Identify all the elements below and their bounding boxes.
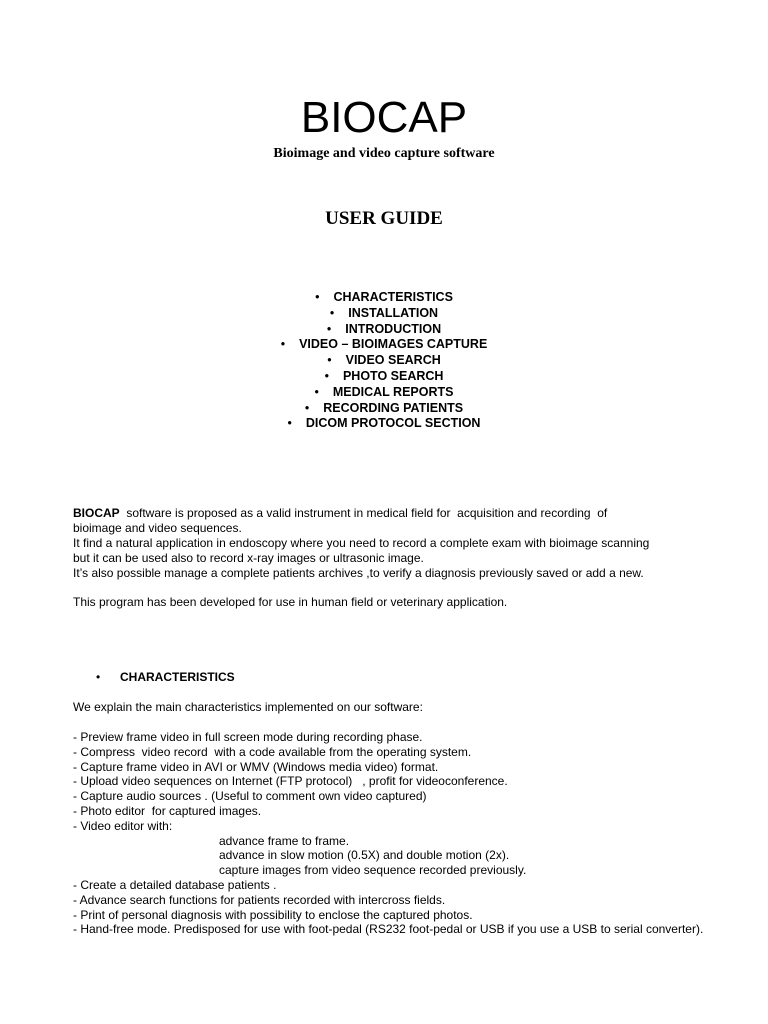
toc-item — [0, 337, 768, 353]
section-lead: We explain the main characteristics implemented on our software: — [73, 700, 423, 714]
toc-item — [0, 306, 768, 322]
usage-note: This program has been developed for use in human field or veterinary application. — [73, 595, 508, 609]
list-item: - Print of personal diagnosis with possibility to enclose the captured photos. — [73, 907, 473, 922]
toc-item — [0, 322, 768, 338]
intro-line: It’s also possible manage a complete patients archives ,to verify a diagnosis previously saved or add a new. — [73, 566, 644, 580]
doc-title: BIOCAP — [300, 93, 468, 142]
intro-line: It find a natural application in endoscopy where you need to record a complete exam with bioimage scanning — [73, 536, 650, 550]
intro-line: but it can be used also to record x-ray images or ultrasonic image. — [73, 551, 424, 565]
intro-paragraph — [73, 506, 713, 581]
intro-line: bioimage and video sequences. — [73, 521, 242, 535]
bullet-icon: • — [314, 384, 319, 399]
sub-list-item: capture images from video sequence recorded previously. — [219, 863, 527, 878]
toc-item — [0, 369, 768, 385]
sub-list-item: advance in slow motion (0.5X) and double motion (2x). — [219, 848, 510, 863]
table-of-contents — [0, 290, 768, 432]
toc-item-label: RECORDING PATIENTS — [323, 400, 464, 415]
bullet-icon: • — [326, 321, 332, 336]
intro-text: software is proposed as a valid instrument in medical field for acquisition and recording of — [119, 506, 608, 520]
toc-item-label: MEDICAL REPORTS — [332, 384, 454, 399]
toc-item-label: VIDEO SEARCH — [345, 353, 441, 368]
bullet-icon: • — [315, 290, 320, 304]
brand-name: BIOCAP — [73, 506, 120, 520]
toc-item-label: CHARACTERISTICS — [333, 290, 453, 304]
toc-item-label: PHOTO SEARCH — [342, 368, 444, 383]
bullet-icon: • — [96, 670, 101, 684]
toc-item-label: VIDEO – BIOIMAGES CAPTURE — [299, 337, 488, 352]
list-item: - Hand-free mode. Predisposed for use with foot-pedal (RS232 foot-pedal or USB if you use a USB to serial converter). — [73, 922, 704, 937]
list-item: - Compress video record with a code available from the operating system. — [73, 744, 472, 759]
section-heading-label: CHARACTERISTICS — [120, 670, 235, 684]
toc-item-label: INTRODUCTION — [345, 321, 442, 336]
bullet-icon: • — [324, 368, 329, 383]
bullet-icon: • — [280, 337, 286, 352]
list-item: - Capture audio sources . (Useful to comment own video captured) — [73, 789, 427, 804]
toc-item — [0, 401, 768, 417]
list-item: - Upload video sequences on Internet (FTP protocol) , profit for videoconference. — [73, 774, 508, 789]
list-item: - Photo editor for captured images. — [73, 803, 262, 818]
toc-item-label: DICOM PROTOCOL SECTION — [305, 416, 481, 431]
intro-line — [73, 506, 713, 521]
characteristics-list — [73, 730, 713, 937]
list-item: - Create a detailed database patients . — [73, 877, 277, 892]
guide-title: USER GUIDE — [325, 208, 443, 229]
list-item: - Capture frame video in AVI or WMV (Windows media video) format. — [73, 759, 439, 774]
list-item: - Preview frame video in full screen mode during recording phase. — [73, 730, 423, 744]
list-item: - Advance search functions for patients recorded with intercross fields. — [73, 892, 446, 907]
bullet-icon: • — [329, 305, 335, 320]
toc-item — [0, 290, 768, 306]
toc-item-label: INSTALLATION — [348, 305, 439, 320]
list-item: - Video editor with: — [73, 818, 173, 833]
toc-item — [0, 385, 768, 401]
bullet-icon: • — [327, 353, 332, 368]
toc-item — [0, 416, 768, 432]
bullet-icon: • — [304, 400, 310, 415]
bullet-icon: • — [287, 416, 292, 431]
doc-subtitle: Bioimage and video capture software — [273, 146, 495, 161]
toc-item — [0, 353, 768, 369]
sub-list-item: advance frame to frame. — [219, 833, 350, 848]
